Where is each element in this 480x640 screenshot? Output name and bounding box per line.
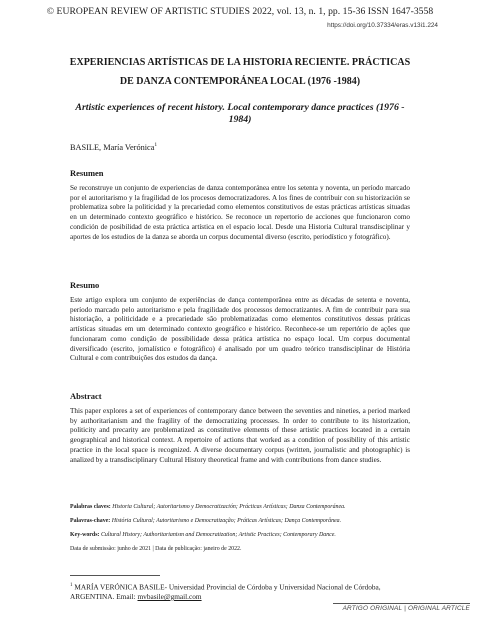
resumen-heading: Resumen bbox=[70, 168, 104, 178]
keywords-pt-value: História Cultural; Autoritarismo e Democratização; Práticas Artísticas; Dança Contemporânea. bbox=[111, 518, 342, 524]
author-line bbox=[70, 142, 157, 152]
abstract-heading: Abstract bbox=[70, 391, 102, 401]
abstract-section bbox=[70, 391, 410, 465]
title-line-2: DE DANZA CONTEMPORÁNEA LOCAL (1976 -1984) bbox=[119, 76, 361, 87]
resumo-heading: Resumo bbox=[70, 280, 100, 290]
abstract-text: This paper explores a set of experiences of contemporary dance between the seventies and nineties, a period marked by authoritarianism and the fragility of the democratizing processes. In order to contribute to its historization, politicity and precarity are problematized as constitutive elements of these artistic practices located in a certain geographical and historical context. A repertoire of actions that worked as a condition of possibility of this artistic practice in the local space is recognized. A diverse documentary corpus (written, journalistic and photographic) is analized by a transdisciplinary Cultural History theoretical frame and with contributions from dance studies. bbox=[70, 407, 410, 464]
resumo-section bbox=[70, 280, 410, 364]
footnote-rule bbox=[70, 575, 160, 576]
keywords-en-label: Key-words: bbox=[70, 532, 100, 538]
resumen-text: Se reconstruye un conjunto de experiencias de danza contemporánea entre los setenta y noventa, un período marcado por el autoritarismo y la fragilidad de los procesos democratizadores. A los fines de contribuir con su historización se problematiza sobre la politicidad y la precariedad como elementos constitutivos de estas prácticas artísticas situadas en un determinado contexto geográfico e histórico. Se reconoce un repertorio de acciones que funcionaron como condición de posibilidad de esta práctica artística en el espacio local. Desde una Historia Cultural transdisciplinar y aportes de los estudios de la danza se aborda un corpus documental diverso (escrito, periodístico y fotográfico). bbox=[70, 184, 410, 241]
footnote-email-link[interactable]: mvbasile@gmail.com bbox=[137, 592, 202, 602]
keywords-es-value: Historia Cultural; Autoritarismo y Democratización; Prácticas Artísticas; Danza Contemporánea. bbox=[112, 504, 346, 510]
article-title bbox=[60, 53, 420, 91]
submission-dates: Data de submissão: junho de 2021 | Data de publicação: janeiro de 2022. bbox=[70, 546, 242, 552]
footnote bbox=[70, 581, 420, 602]
keywords-pt bbox=[70, 517, 420, 526]
article-type-badge: ARTIGO ORIGINAL | ORIGINAL ARTICLE bbox=[342, 605, 470, 612]
doi-link[interactable]: https://doi.org/10.37334/eras.v13i1.224 bbox=[327, 22, 438, 29]
subtitle-line-1: Artistic experiences of recent history. Local contemporary dance practices (1976 - bbox=[75, 102, 405, 113]
keywords-en-value: Cultural History; Authoritarianism and Democratization; Artistic Practices; Contemporary Dance. bbox=[100, 532, 336, 538]
author-name: BASILE, María Verónica bbox=[70, 142, 155, 152]
subtitle-line-2: 1984) bbox=[228, 114, 252, 125]
resumen-section bbox=[70, 168, 410, 242]
resumo-text: Este artigo explora um conjunto de experiências de dança contemporânea entre as décadas de setenta e noventa, período marcado pelo autoritarismo e pela fragilidade dos processos democratizantes. A fim de contribuir para sua historiação, a politicidade e a precariedade são problematizadas como elementos constitutivos dessas práticas artísticas situadas em um determinado contexto geográfico e histórico. Reconhece-se um repertório de ações que funcionaram como condição de possibilidade dessa prática artística no espaço local. Um corpus documental diversificado (escrito, jornalístico e fotográfico) é analisado por um quadro teórico transdisciplinar de História Cultural e com contribuições dos estudos da dança. bbox=[70, 296, 410, 363]
article-type-rule bbox=[333, 603, 470, 604]
keywords-en bbox=[70, 531, 420, 540]
journal-header: © EUROPEAN REVIEW OF ARTISTIC STUDIES 2022, vol. 13, n. 1, pp. 15-36 ISSN 1647-3558 bbox=[46, 6, 434, 17]
article-subtitle bbox=[62, 102, 418, 126]
keywords-pt-label: Palavras-chave: bbox=[70, 518, 111, 524]
author-footnote-mark[interactable]: 1 bbox=[154, 142, 158, 148]
keywords-es-label: Palabras claves: bbox=[70, 504, 111, 510]
keywords-es bbox=[70, 503, 420, 512]
footnote-text: MARÍA VERÓNICA BASILE- Universidad Provincial de Córdoba y Universidad Nacional de Córdoba, ARGENTINA. Email: bbox=[70, 582, 381, 602]
footnote-mark: 1 bbox=[70, 583, 73, 588]
title-line-1: EXPERIENCIAS ARTÍSTICAS DE LA HISTORIA RECIENTE. PRÁCTICAS bbox=[69, 57, 411, 68]
